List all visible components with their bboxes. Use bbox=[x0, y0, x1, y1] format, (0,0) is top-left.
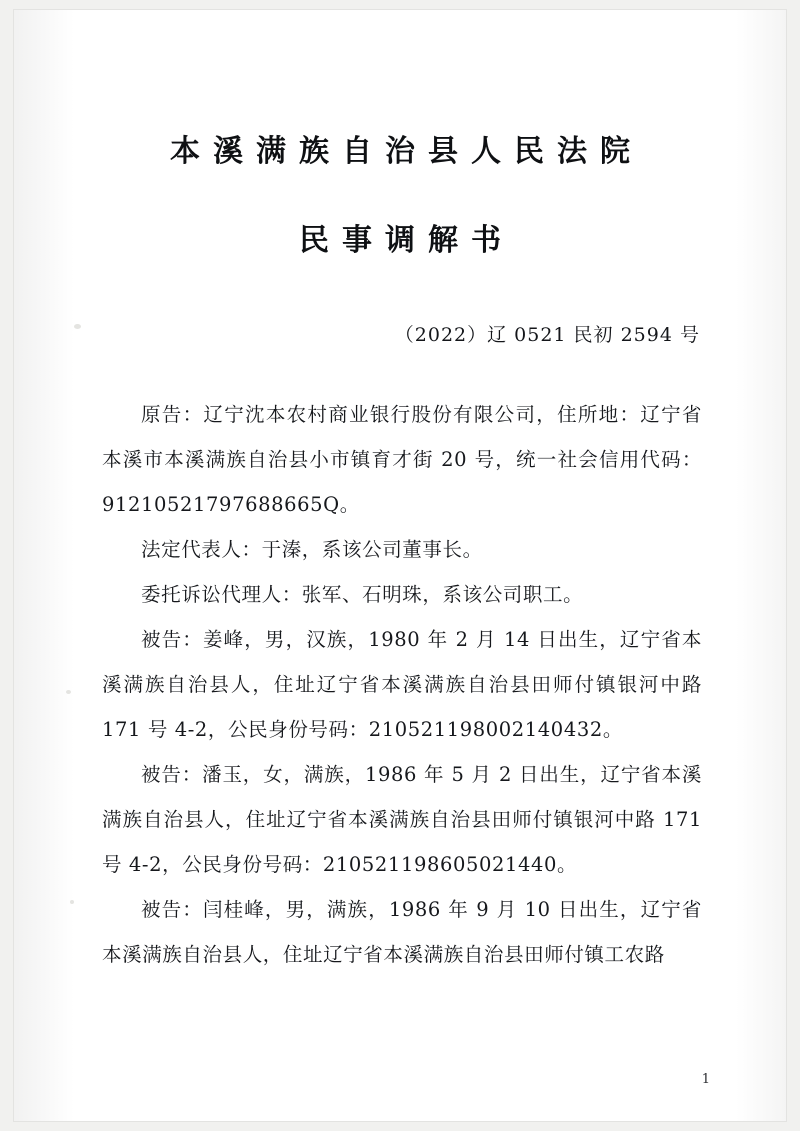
court-title: 本溪满族自治县人民法院 bbox=[170, 134, 643, 169]
page-number: 1 bbox=[701, 1072, 710, 1087]
document-type-title: 民事调解书 bbox=[299, 223, 514, 258]
paragraph-defendant-2: 被告：潘玉，女，满族，1986 年 5 月 2 日出生，辽宁省本溪满族自治县人，住址辽宁省本溪满族自治县田师付镇银河中路 171 号 4-2，公民身份号码：210521198605021440。 bbox=[102, 763, 702, 876]
case-number: （2022）辽 0521 民初 2594 号 bbox=[394, 324, 700, 346]
document-body bbox=[102, 392, 702, 977]
paragraph-defendant-1: 被告：姜峰，男，汉族，1980 年 2 月 14 日出生，辽宁省本溪满族自治县人，住址辽宁省本溪满族自治县田师付镇银河中路 171 号 4-2，公民身份号码：210521198002140432。 bbox=[102, 628, 702, 741]
paragraph-plaintiff: 原告：辽宁沈本农村商业银行股份有限公司，住所地：辽宁省本溪市本溪满族自治县小市镇育才街 20 号，统一社会信用代码：91210521797688665Q。 bbox=[102, 403, 702, 516]
paragraph-legal-rep: 法定代表人：于溱，系该公司董事长。 bbox=[141, 538, 483, 561]
paragraph-defendant-3: 被告：闫桂峰，男，满族，1986 年 9 月 10 日出生，辽宁省本溪满族自治县人，住址辽宁省本溪满族自治县田师付镇工农路 bbox=[102, 898, 702, 966]
paragraph-litigation-agent: 委托诉讼代理人：张军、石明珠，系该公司职工。 bbox=[141, 583, 584, 606]
